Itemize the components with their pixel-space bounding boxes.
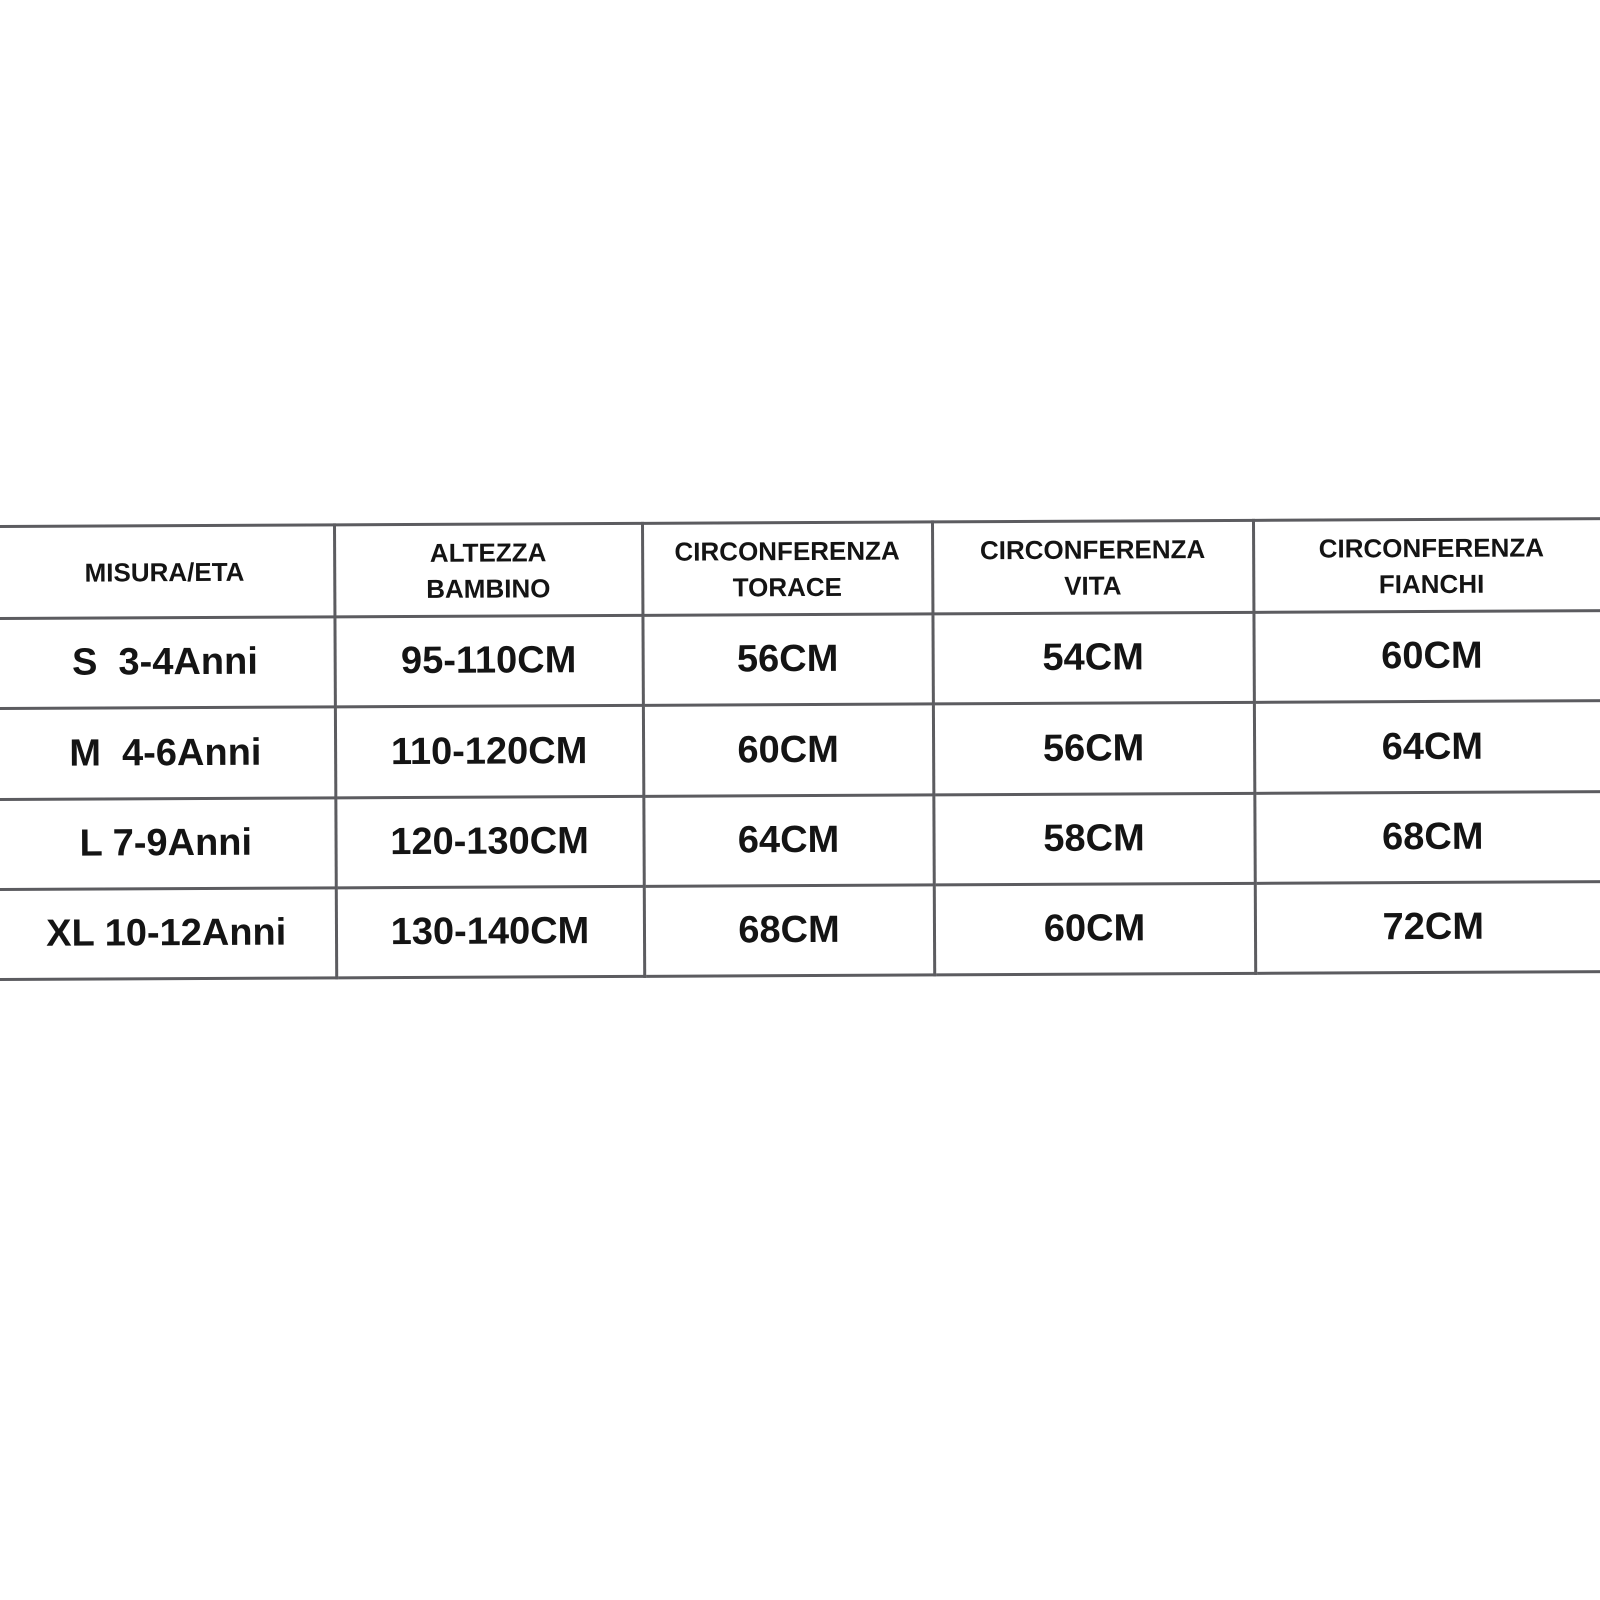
- table-row: [0, 791, 1600, 889]
- waist-cell: 60CM: [934, 883, 1255, 975]
- table-row: [0, 701, 1600, 799]
- header-text: CIRCONFERENZA: [979, 533, 1206, 565]
- size-age-cell: S 3-4Anni: [0, 617, 335, 709]
- chest-cell: 64CM: [643, 795, 933, 887]
- height-cell: 95-110CM: [334, 616, 642, 708]
- height-cell: 110-120CM: [335, 706, 643, 798]
- hips-cell: 72CM: [1255, 881, 1600, 973]
- header-text: MISURA/ETA: [84, 556, 245, 588]
- chest-cell: 60CM: [643, 704, 933, 796]
- waist-cell: 58CM: [933, 793, 1254, 885]
- size-age-cell: M 4-6Anni: [0, 707, 335, 799]
- header-cell-waist: [932, 520, 1253, 614]
- header-text: VITA: [1064, 570, 1122, 601]
- hips-cell: 60CM: [1253, 611, 1600, 703]
- height-cell: 120-130CM: [335, 796, 643, 888]
- table-header-row: [0, 519, 1600, 619]
- header-cell-hips: [1253, 519, 1600, 613]
- size-age-cell: L 7-9Anni: [0, 797, 336, 889]
- size-age-cell: XL 10-12Anni: [0, 888, 336, 980]
- size-chart-table: [0, 517, 1600, 981]
- header-text: BAMBINO: [426, 572, 551, 604]
- header-text: CIRCONFERENZA: [674, 535, 900, 567]
- header-text: CIRCONFERENZA: [1318, 532, 1545, 564]
- header-text: ALTEZZA: [429, 536, 547, 568]
- table-row: [0, 611, 1600, 709]
- header-text: TORACE: [732, 571, 843, 603]
- waist-cell: 56CM: [933, 703, 1254, 795]
- hips-cell: 68CM: [1254, 791, 1600, 883]
- hips-cell: 64CM: [1254, 701, 1600, 793]
- header-text: FIANCHI: [1378, 568, 1485, 599]
- waist-cell: 54CM: [932, 613, 1253, 705]
- height-cell: 130-140CM: [336, 886, 644, 978]
- header-cell-chest: [642, 522, 932, 616]
- table-row: [0, 881, 1600, 979]
- chest-cell: 68CM: [644, 885, 934, 977]
- header-cell-child-height: [334, 523, 642, 617]
- header-cell-size-age: [0, 525, 334, 619]
- chest-cell: 56CM: [642, 614, 932, 706]
